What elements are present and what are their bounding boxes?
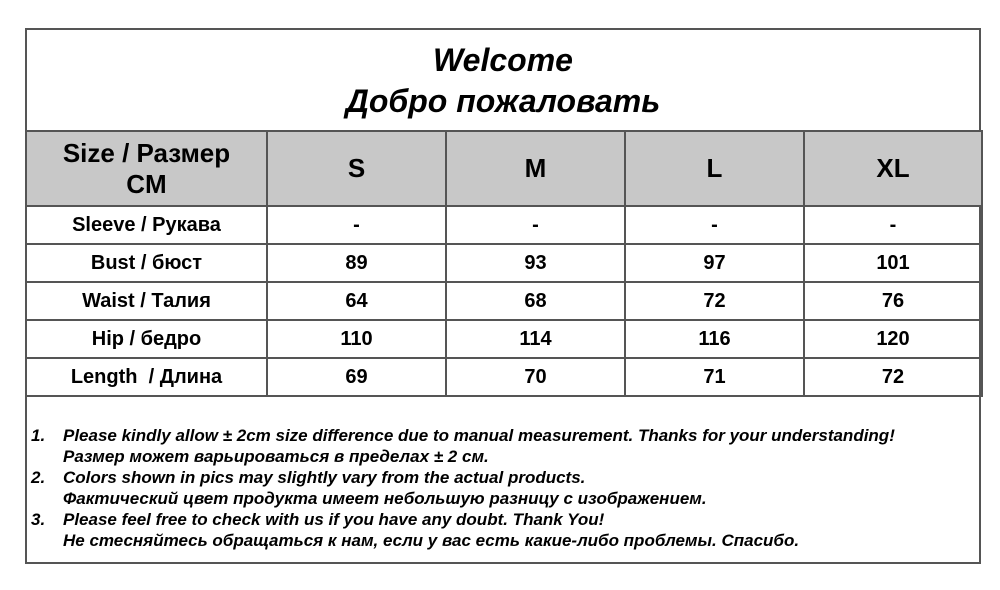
note-english: Please feel free to check with us if you have any doubt. Thank You! xyxy=(63,510,605,529)
row-label-bust: Bust / бюст xyxy=(26,244,267,282)
size-header-xl: XL xyxy=(804,131,982,206)
table-cell: 120 xyxy=(804,320,982,358)
note-number: 1. xyxy=(31,426,46,445)
table-header-row xyxy=(26,131,982,206)
table-cell: - xyxy=(804,206,982,244)
note-item xyxy=(31,509,977,551)
table-cell: - xyxy=(625,206,804,244)
size-header-label: Size / Размер xyxy=(62,137,231,168)
table-cell: 116 xyxy=(625,320,804,358)
table-cell: 110 xyxy=(267,320,446,358)
table-cell: 71 xyxy=(625,358,804,396)
row-label-waist: Waist / Талия xyxy=(26,282,267,320)
note-item xyxy=(31,467,977,509)
size-table xyxy=(25,130,983,397)
size-header-s: S xyxy=(267,131,446,206)
table-cell: 93 xyxy=(446,244,625,282)
row-label-hip: Hip / бедро xyxy=(26,320,267,358)
note-item xyxy=(31,425,977,467)
table-cell: 69 xyxy=(267,358,446,396)
table-row xyxy=(26,282,982,320)
title-block xyxy=(27,30,979,130)
table-row xyxy=(26,206,982,244)
row-label-length: Length / Длина xyxy=(26,358,267,396)
note-number: 3. xyxy=(31,510,46,529)
table-cell: 114 xyxy=(446,320,625,358)
notes-section xyxy=(31,425,977,551)
table-cell: 68 xyxy=(446,282,625,320)
row-label-sleeve: Sleeve / Рукава xyxy=(26,206,267,244)
table-cell: 70 xyxy=(446,358,625,396)
note-english: Please kindly allow ± 2cm size difference due to manual measurement. Thanks for your understanding! xyxy=(63,426,895,445)
note-number: 2. xyxy=(31,468,46,487)
note-russian: Не стесняйтесь обращаться к нам, если у вас есть какие-либо проблемы. Спасибо. xyxy=(63,531,800,550)
size-header-m: M xyxy=(446,131,625,206)
size-header-unit: CM xyxy=(126,168,167,199)
table-cell: - xyxy=(267,206,446,244)
table-cell: 101 xyxy=(804,244,982,282)
note-russian: Размер может варьироваться в пределах ± 2 см. xyxy=(63,447,489,466)
table-cell: 76 xyxy=(804,282,982,320)
title-english: Welcome xyxy=(433,42,573,78)
note-russian: Фактический цвет продукта имеет небольшую разницу с изображением. xyxy=(63,489,707,508)
title-russian: Добро пожаловать xyxy=(345,83,661,119)
table-cell: 72 xyxy=(625,282,804,320)
table-cell: 97 xyxy=(625,244,804,282)
size-header-l: L xyxy=(625,131,804,206)
size-column-header xyxy=(26,131,267,206)
table-row xyxy=(26,358,982,396)
table-cell: - xyxy=(446,206,625,244)
table-cell: 89 xyxy=(267,244,446,282)
table-cell: 64 xyxy=(267,282,446,320)
table-row xyxy=(26,320,982,358)
note-english: Colors shown in pics may slightly vary from the actual products. xyxy=(63,468,586,487)
table-cell: 72 xyxy=(804,358,982,396)
size-chart-frame xyxy=(25,28,981,564)
table-row xyxy=(26,244,982,282)
